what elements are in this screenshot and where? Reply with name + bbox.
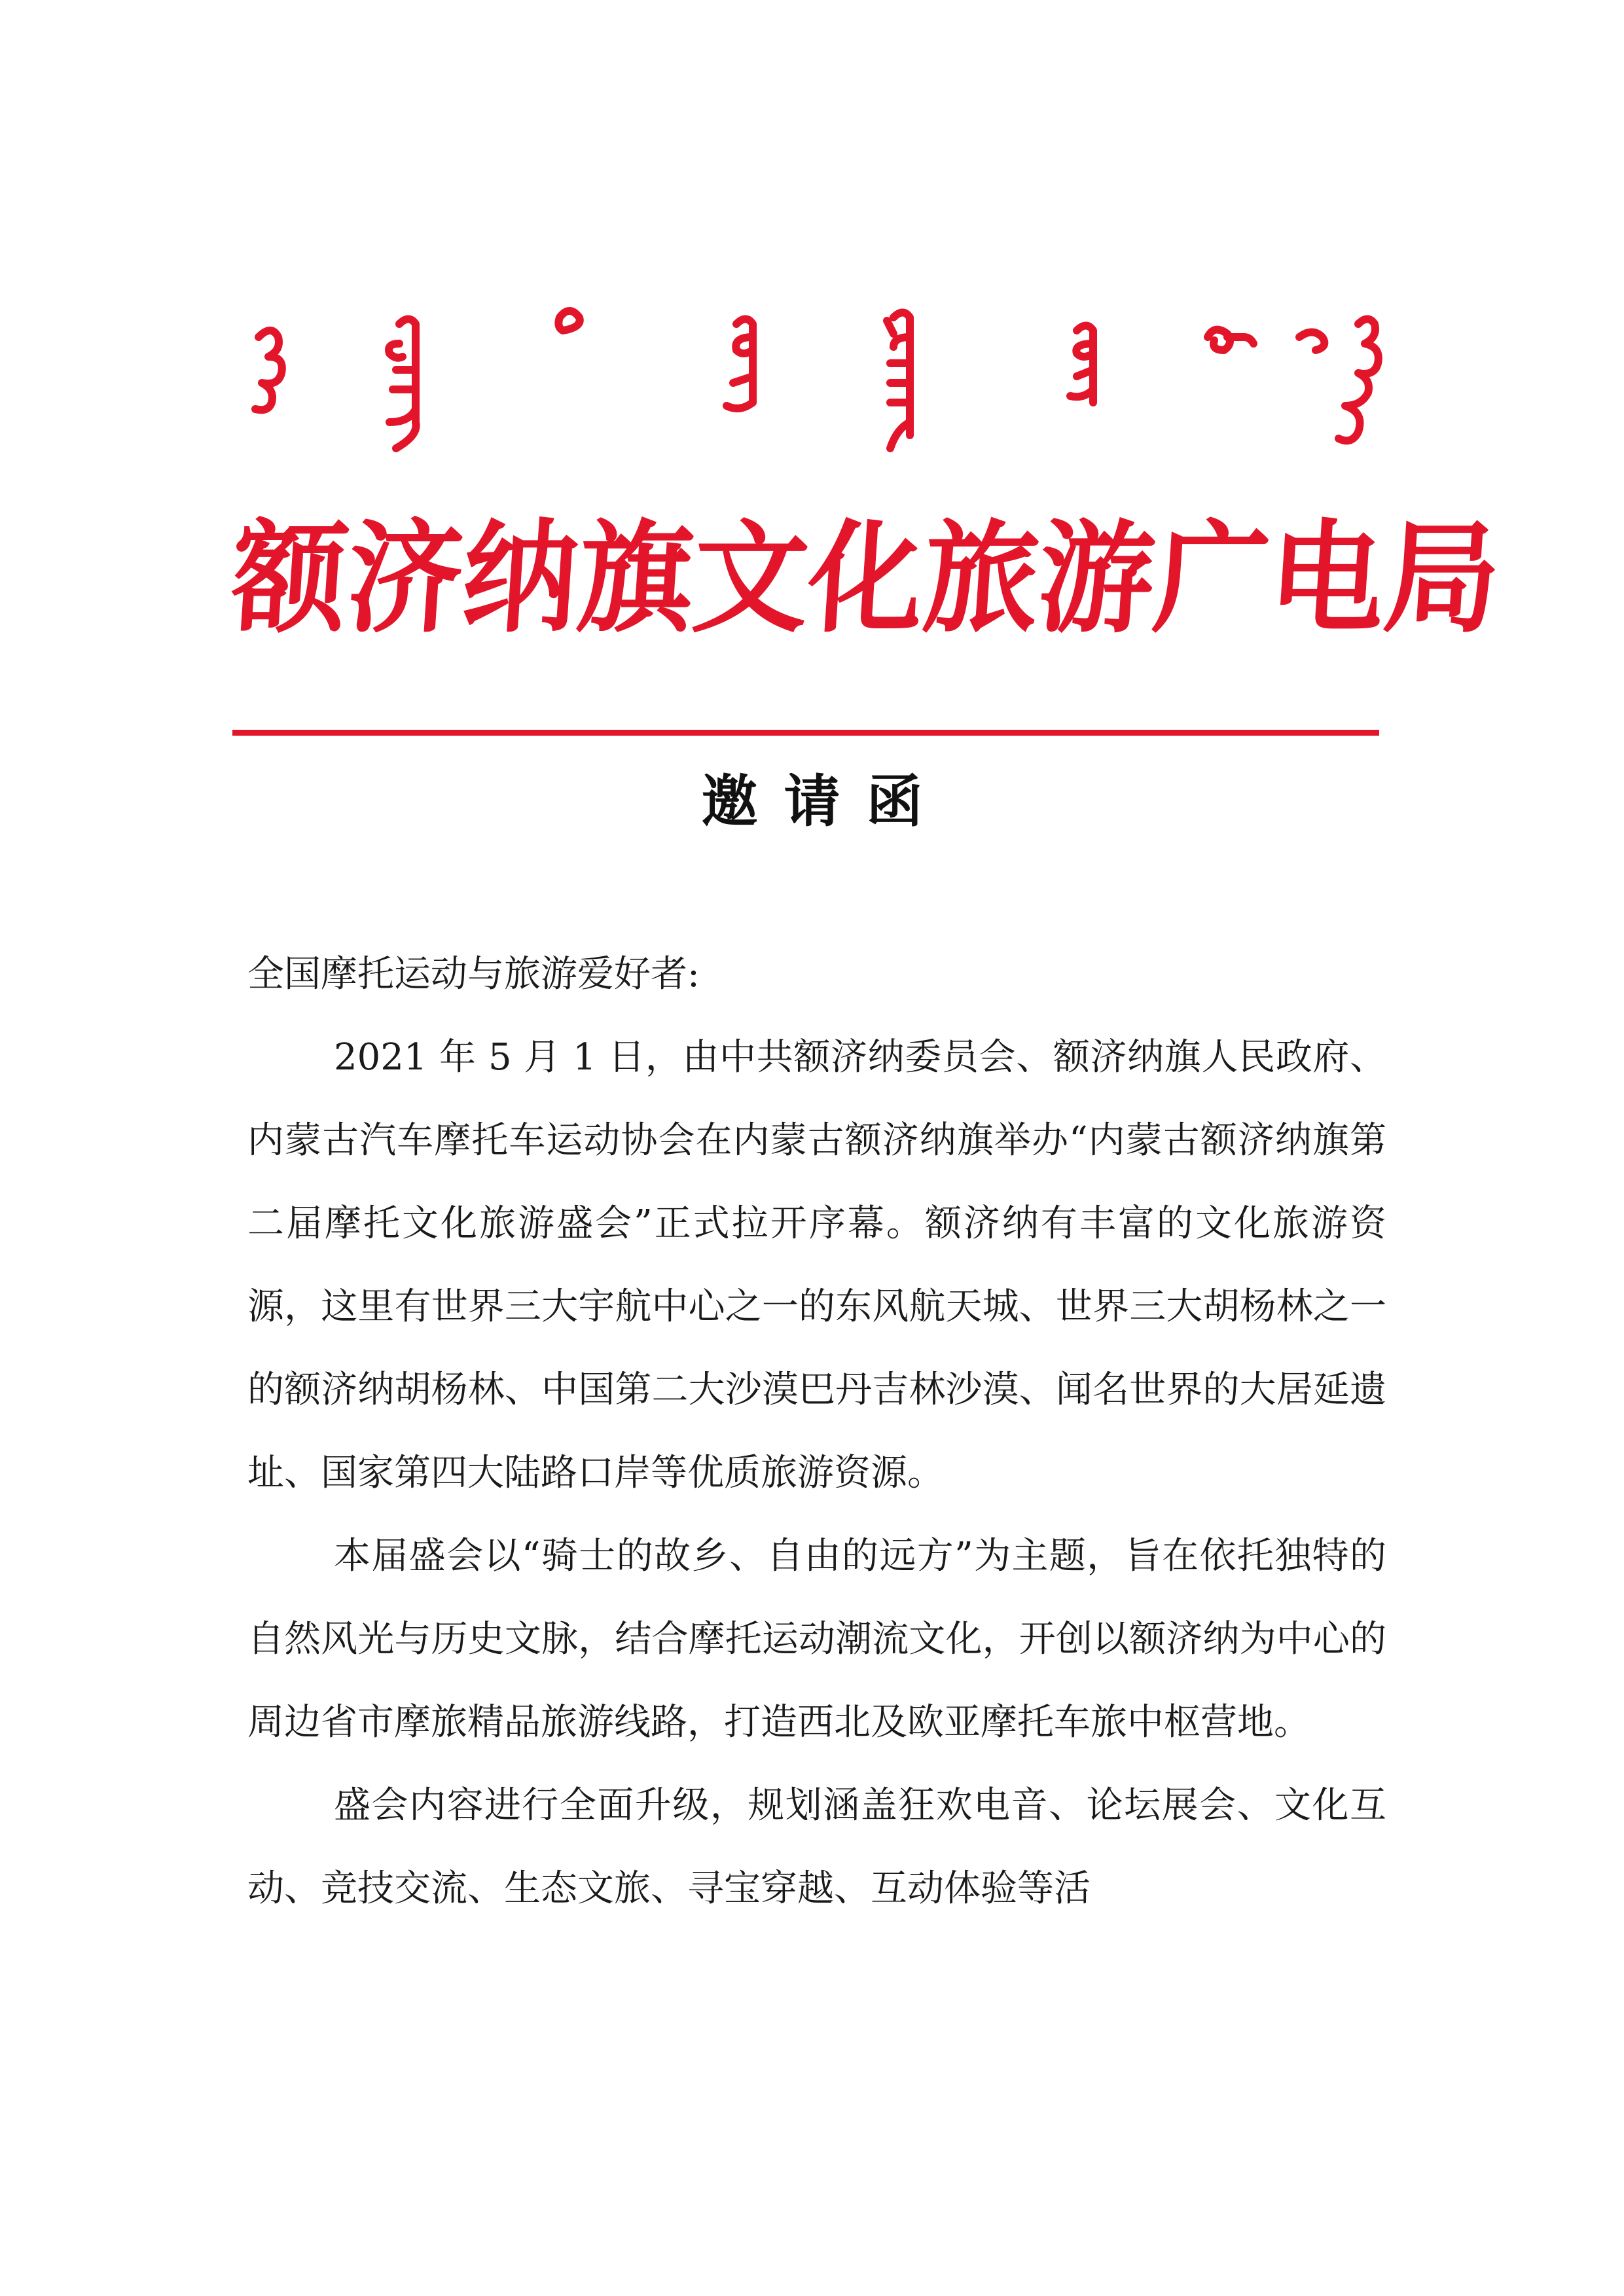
org-name-char: 化: [803, 508, 929, 650]
org-name-char: 纳: [458, 508, 583, 650]
paragraph-activities: 盛会内容进行全面升级，规划涵盖狂欢电音、论坛展会、文化互动、竞技交流、生态文旅、寻宝穿越、互动体验等活: [247, 1784, 1386, 1910]
mongolian-letterhead-logo: [232, 298, 1391, 455]
org-name-char: 额: [227, 508, 353, 650]
org-name-char: 旗: [573, 508, 698, 650]
document-body: [247, 933, 1386, 1930]
paragraph-theme: 本届盛会以“骑士的故乡、自由的远方”为主题，旨在依托独特的自然风光与历史文脉，结合摩托运动潮流文化，开创以额济纳为中心的周边省市摩旅精品旅游线路，打造西北及欧亚摩托车旅中枢营地。: [247, 1535, 1386, 1744]
org-name-char: 广: [1149, 508, 1274, 650]
paragraph-event-intro: 2021 年 5 月 1 日，由中共额济纳委员会、额济纳旗人民政府、内蒙古汽车摩托车运动协会在内蒙古额济纳旗举办“内蒙古额济纳旗第二届摩托文化旅游盛会”正式拉开序幕。额济纳有丰富的文化旅游资源，这里有世界三大宇航中心之一的东风航天城、世界三大胡杨林之一的额济纳胡杨林、中国第二大沙漠巴丹吉林沙漠、闻名世界的大居延遗址、国家第四大陆路口岸等优质旅游资源。: [247, 1036, 1386, 1494]
letterhead-divider: [232, 730, 1379, 736]
org-name-char: 电: [1265, 508, 1390, 650]
org-name-char: 济: [342, 508, 468, 650]
org-name-char: 文: [688, 508, 814, 650]
organization-name: [227, 507, 1505, 651]
org-name-char: 游: [1034, 508, 1159, 650]
org-name-char: 旅: [918, 508, 1044, 650]
org-name-char: 局: [1380, 508, 1505, 650]
salutation: 全国摩托运动与旅游爱好者:: [247, 953, 700, 996]
document-title: 邀请函: [701, 768, 949, 834]
